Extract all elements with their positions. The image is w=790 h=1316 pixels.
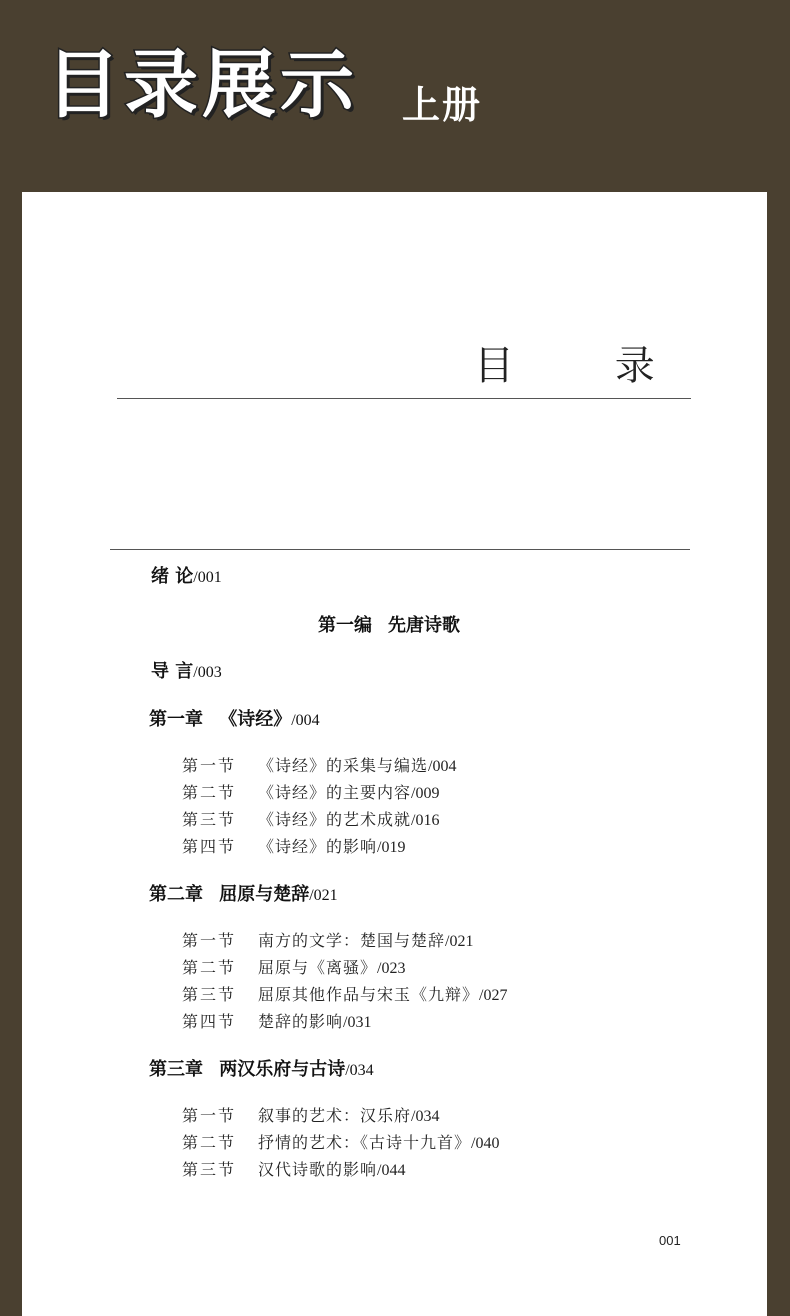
chapter-entry (149, 1061, 374, 1079)
section-label: 第二节 (182, 1133, 237, 1152)
section-label: 第一节 (182, 1106, 237, 1125)
section-page: /040 (471, 1135, 500, 1152)
preface-entry (151, 663, 222, 681)
banner-title: 目录展示 (46, 42, 358, 128)
section-title: 楚辞的影响 (258, 1012, 344, 1031)
section-label: 第三节 (182, 985, 237, 1004)
chapter-title: 《诗经》 (219, 709, 292, 730)
chapter-label: 第三章 (149, 1059, 203, 1080)
section-label: 第二节 (182, 958, 237, 977)
section-label: 第一节 (182, 931, 237, 950)
section-page: /016 (411, 812, 440, 829)
section-entry (182, 1135, 499, 1152)
heading-rule (117, 398, 691, 399)
section-title: 抒情的艺术：《古诗十九首》 (258, 1133, 472, 1152)
banner-header (0, 0, 790, 192)
book-page (22, 192, 767, 1316)
intro-title: 绪 论 (151, 566, 194, 587)
section-entry (182, 960, 405, 977)
section-title: 叙事的艺术：汉乐府 (258, 1106, 412, 1125)
section-label: 第三节 (182, 810, 237, 829)
section-label: 第二节 (182, 783, 237, 802)
section-entry (182, 1108, 439, 1125)
section-page: /027 (479, 987, 508, 1004)
section-title: 屈原其他作品与宋玉《九辩》 (258, 985, 480, 1004)
section-entry (182, 785, 439, 802)
section-title: 南方的文学：楚国与楚辞 (258, 931, 446, 950)
section-entry (182, 987, 507, 1004)
chapter-page: /021 (309, 887, 338, 904)
chapter-title: 屈原与楚辞 (219, 884, 310, 905)
contents-heading: 目 录 (474, 343, 699, 389)
section-title: 《诗经》的主要内容 (258, 783, 412, 802)
section-page: /009 (411, 785, 440, 802)
chapter-title: 两汉乐府与古诗 (219, 1059, 346, 1080)
page-number: 001 (659, 1233, 681, 1248)
section-page: /021 (445, 933, 474, 950)
chapter-page: /034 (345, 1062, 374, 1079)
banner-subtitle: 上册 (402, 83, 483, 127)
section-page: /044 (377, 1162, 406, 1179)
section-page: /019 (377, 839, 406, 856)
chapter-label: 第二章 (149, 884, 203, 905)
part-label: 第一编 (318, 615, 372, 636)
section-label: 第三节 (182, 1160, 237, 1179)
chapter-entry (149, 886, 338, 904)
part-title: 先唐诗歌 (388, 615, 460, 636)
section-entry (182, 933, 473, 950)
preface-title: 导 言 (151, 661, 194, 682)
chapter-entry (149, 711, 320, 729)
section-entry (182, 1014, 371, 1031)
intro-page: /001 (193, 569, 222, 586)
section-label: 第一节 (182, 756, 237, 775)
preface-page: /003 (193, 664, 222, 681)
section-label: 第四节 (182, 837, 237, 856)
intro-entry (151, 568, 222, 586)
section-page: /004 (428, 758, 457, 775)
section-page: /023 (377, 960, 406, 977)
section-page: /031 (343, 1014, 372, 1031)
section-page: /034 (411, 1108, 440, 1125)
section-entry (182, 812, 439, 829)
chapter-label: 第一章 (149, 709, 203, 730)
section-entry (182, 758, 456, 775)
part-heading (318, 617, 460, 635)
section-label: 第四节 (182, 1012, 237, 1031)
section-entry (182, 1162, 405, 1179)
section-title: 屈原与《离骚》 (258, 958, 378, 977)
section-title: 《诗经》的采集与编选 (258, 756, 429, 775)
section-entry (182, 839, 405, 856)
contents-rule (110, 549, 690, 550)
chapter-page: /004 (291, 712, 320, 729)
section-title: 汉代诗歌的影响 (258, 1160, 378, 1179)
section-title: 《诗经》的艺术成就 (258, 810, 412, 829)
section-title: 《诗经》的影响 (258, 837, 378, 856)
